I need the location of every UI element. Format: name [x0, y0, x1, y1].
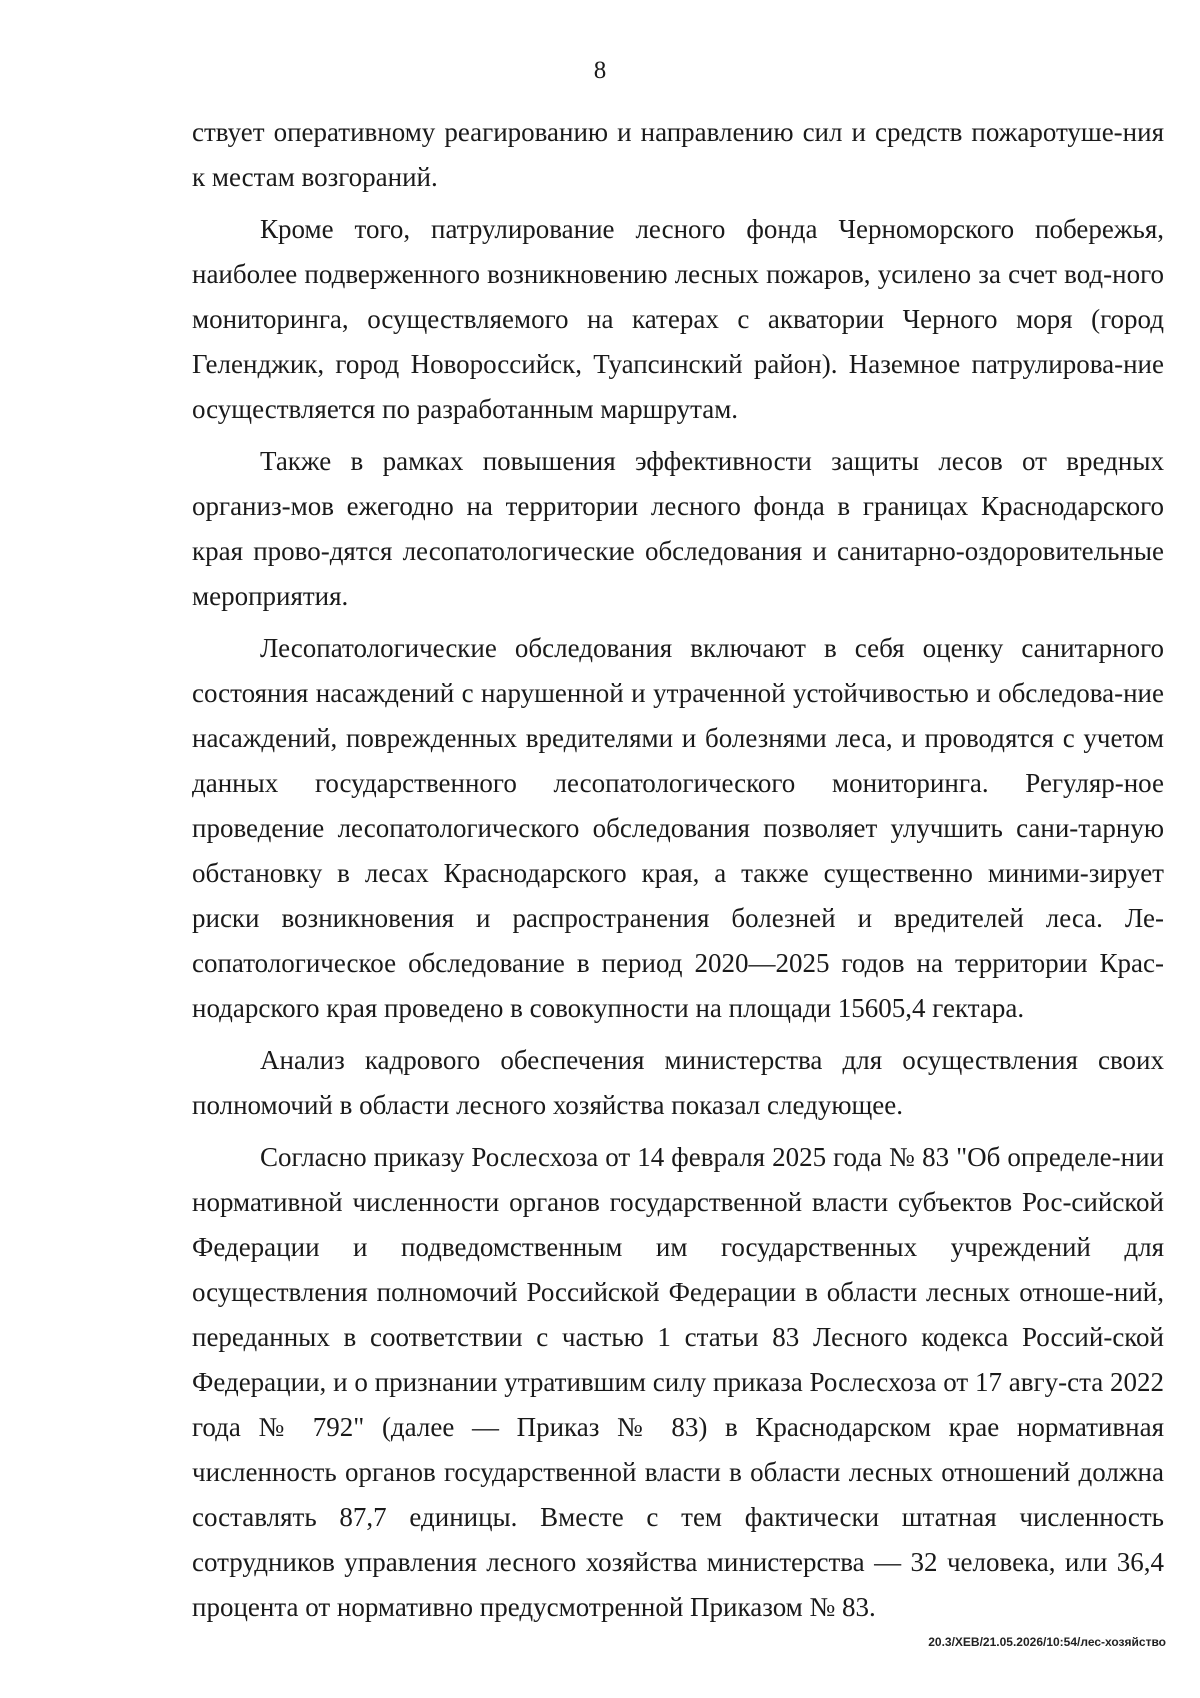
- paragraph-staffing-analysis: Анализ кадрового обеспечения министерства для осуществления своих полномочий в области лесного хозяйства показал следующее.: [192, 1045, 1164, 1120]
- paragraph-continuation: ствует оперативному реагированию и направлению сил и средств пожаротуше-ния к местам возгораний.: [192, 117, 1164, 192]
- paragraph-order-83: Согласно приказу Рослесхоза от 14 февраля 2025 года № 83 "Об определе-нии нормативной численности органов государственной власти субъектов Рос-сийской Федерации и подведомственным им государственных учреждений для осуществления полномочий Российской Федерации в области лесных отноше-ний, переданных в соответствии с частью 1 статьи 83 Лесного кодекса Россий-ской Федерации, и о признании утратившим силу приказа Рослесхоза от 17 авгу-ста 2022 года № 792" (далее — Приказ № 83) в Краснодарском крае нормативная численность органов государственной власти в области лесных отношений должна составлять 87,7 единицы. Вместе с тем фактически штатная численность сотрудников управления лесного хозяйства министерства — 32 человека, или 36,4 процента от нормативно предусмотренной Приказом № 83.: [192, 1142, 1164, 1622]
- document-body: [192, 110, 1164, 1637]
- paragraph-forest-protection: Также в рамках повышения эффективности защиты лесов от вредных организ-мов ежегодно на территории лесного фонда в границах Краснодарского края прово-дятся лесопатологические обследования и санитарно-оздоровительные мероприятия.: [192, 446, 1164, 611]
- paragraph-patrol: Кроме того, патрулирование лесного фонда Черноморского побережья, наиболее подверженного возникновению лесных пожаров, усилено за счет вод-ного мониторинга, осуществляемого на катерах с акватории Черного моря (город Геленджик, город Новороссийск, Туапсинский район). Наземное патрулирова-ние осуществляется по разработанным маршрутам.: [192, 214, 1164, 424]
- document-footer-code: 20.3/ХЕВ/21.05.2026/10:54/лес-хозяйство: [928, 1635, 1166, 1649]
- page-number: 8: [593, 57, 607, 84]
- paragraph-forest-pathology: Лесопатологические обследования включают в себя оценку санитарного состояния насаждений с нарушенной и утраченной устойчивостью и обследова-ние насаждений, поврежденных вредителями и болезнями леса, и проводятся с учетом данных государственного лесопатологического мониторинга. Регуляр-ное проведение лесопатологического обследования позволяет улучшить сани-тарную обстановку в лесах Краснодарского края, а также существенно миними-зирует риски возникновения и распространения болезней и вредителей леса. Ле-сопатологическое обследование в период 2020—2025 годов на территории Крас-нодарского края проведено в совокупности на площади 15605,4 гектара.: [192, 633, 1164, 1023]
